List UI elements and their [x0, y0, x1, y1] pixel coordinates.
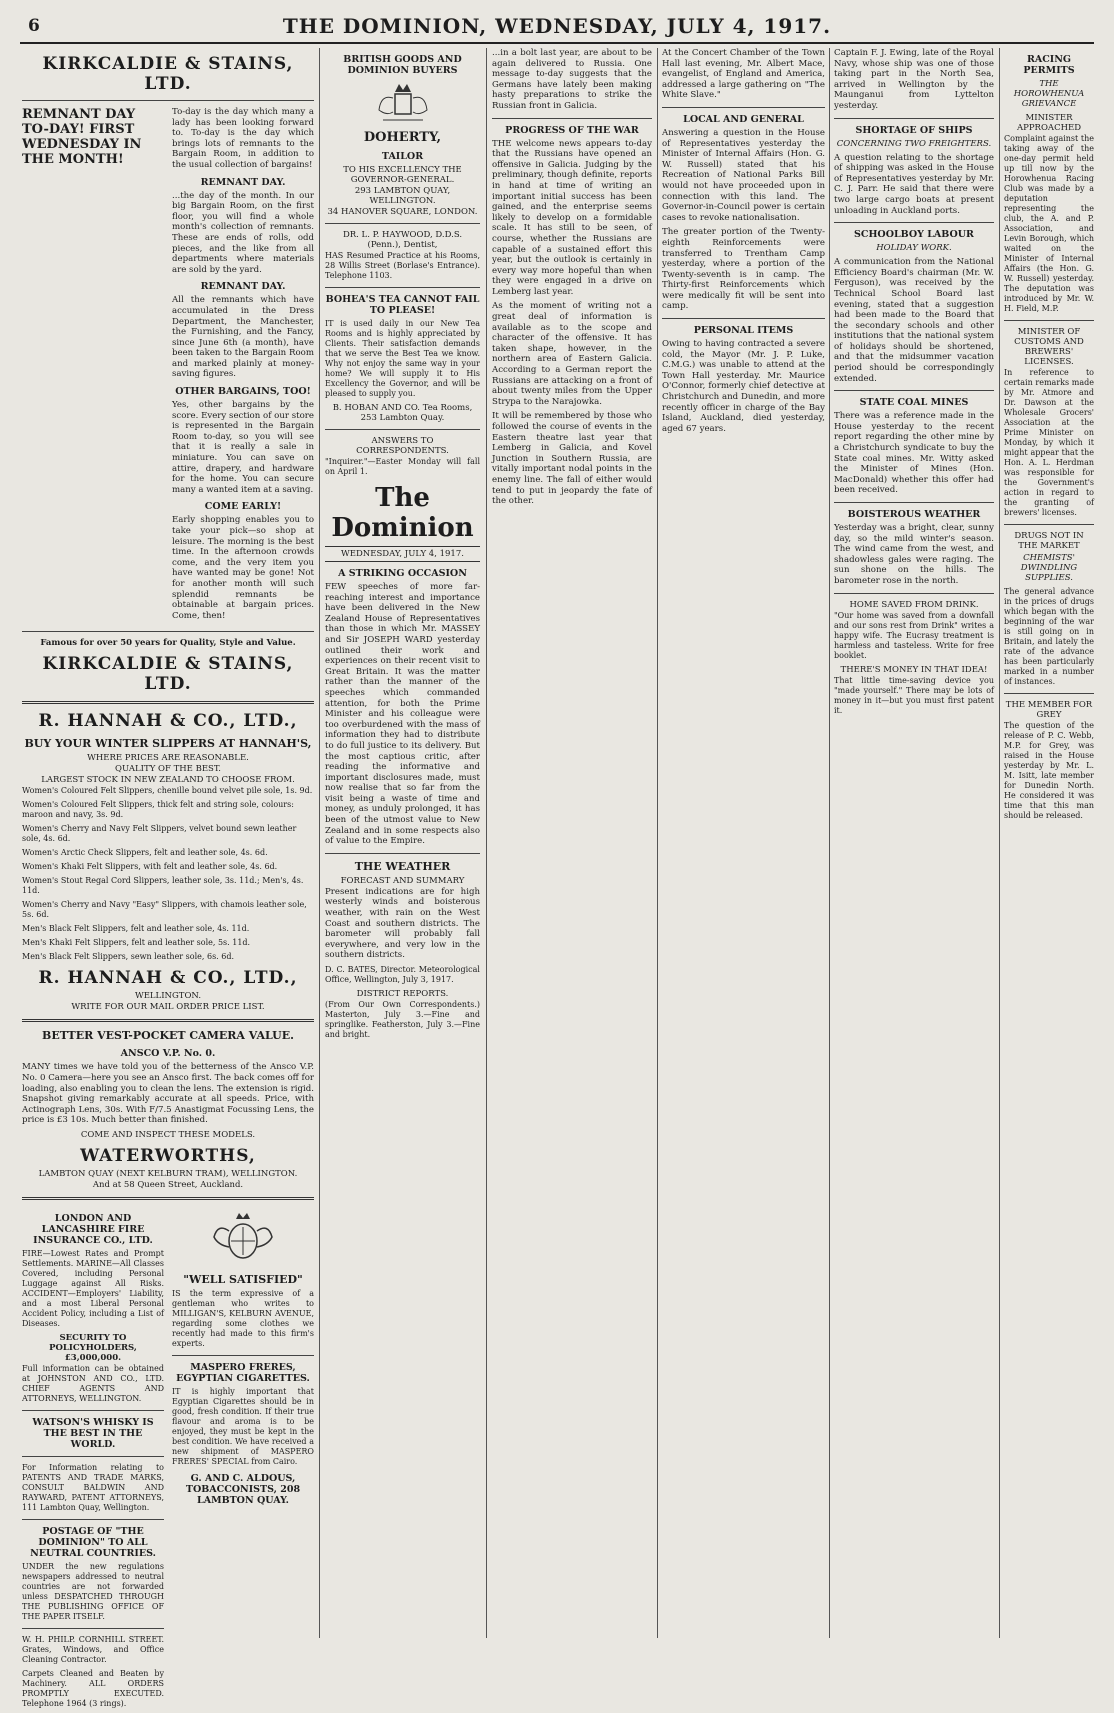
slippers-price-list	[22, 786, 314, 962]
doherty-address-2: 34 HANOVER SQUARE, LONDON.	[327, 207, 478, 217]
local-general-head: LOCAL AND GENERAL	[683, 113, 804, 125]
forecast-body: Present indications are for high westerly winds and boisterous weather, with rain on the West Coast and southern districts. The barometer will probably fall everywhere, and very low in the southern districts.	[325, 886, 480, 961]
minister-approached-head: MINISTER APPROACHED	[1016, 113, 1082, 133]
camera-sub: ANSCO V.P. No. 0.	[120, 1048, 216, 1060]
doherty-appointment: TO HIS EXCELLENCY THE GOVERNOR-GENERAL.	[343, 165, 462, 185]
state-coal-body: There was a reference made in the House yesterday to the recent report regarding the other mine by a Christchurch syndicate to buy the State coal mines. Mr. Witty asked the Minister of Mines (Hon. MacDonald) whether this offer had been received.	[834, 411, 994, 496]
hannah-title: R. HANNAH & CO., LTD.,	[38, 711, 298, 732]
customs-body: In reference to certain remarks made by Mr. Atmore and Dr. Dawson at the Wholesale Grocers' Association at the Prime Minister on Monday, by which it might appear that the Hon. A. L. Herdman was responsible for the Government's action in regard to the granting of brewers' licenses.	[1004, 368, 1094, 517]
waterworths-address-2: And at 58 Queen Street, Auckland.	[92, 1179, 244, 1190]
postage-head: POSTAGE OF "THE DOMINION" TO ALL NEUTRAL COUNTRIES.	[30, 1525, 156, 1559]
postage-body: UNDER the new regulations newspapers addressed to neutral countries are not forwarded unless DESPATCHED THROUGH THE PUBLISHING OFFICE OF THE PAPER ITSELF.	[22, 1561, 164, 1621]
striking-occasion-head: A STRIKING OCCASION	[338, 568, 467, 579]
camera-inspect: COME AND INSPECT THESE MODELS.	[80, 1129, 256, 1140]
local-general-body: Answering a question in the House of Representatives yesterday the Minister of Internal Affairs (Hon. G. W. Russell) stated that his Recreation of National Parks Bill would not have proceeded upon in connection with this land. The Governor-in-Council power is certain cases to revoke nationalisation.	[662, 127, 825, 223]
slipper-list-item: Men's Khaki Felt Slippers, felt and leather sole, 5s. 11d.	[22, 938, 251, 948]
drugs-body: The general advance in the prices of drugs which began with the beginning of the war is still going on in Britain, and lately the rate of the advance has been particularly marked in a number of instances.	[1004, 587, 1094, 686]
come-early-body: Early shopping enables you to take your pick—so shop at leisure. The morning is the best time. In the afternoon crowds come, and the very item you have wanted may be gone! Not for another month will such splendid remnants be obtainable at bargain prices. Come, then!	[172, 515, 314, 621]
boisterous-weather-head: BOISTEROUS WEATHER	[847, 509, 981, 520]
column-4	[662, 48, 825, 1638]
money-idea-head: THERE'S MONEY IN THAT IDEA!	[840, 664, 988, 675]
progress-of-war-body-3: It will be remembered by those who followed the course of events in the Eastern theatre last year that Lemberg in Galicia, and Kovel Junction in Southern Russia, are vitally important nodal points in the enemy line. The fall of either would tend to put in jeopardy the fate of the other.	[492, 411, 652, 507]
insurance-title: LONDON AND LANCASHIRE FIRE INSURANCE CO., LTD.	[33, 1212, 153, 1246]
column-rule	[999, 48, 1000, 1638]
personal-items-body: Owing to having contracted a severe cold, the Mayor (Mr. J. P. Luke, C.M.G.) was unable to attend at the Town Hall yesterday. Mr. Maurice O'Connor, formerly chief detective at Christchurch and Dunedin, and more recently officer in charge of the Bay Island, Auckland, died yesterday, aged 67 years.	[662, 339, 825, 434]
tea-signature: B. HOBAN AND CO. Tea Rooms, 253 Lambton Quay.	[332, 403, 473, 423]
money-idea-body: That little time-saving device you "made yourself." There may be lots of money in it—but you must first patent it.	[834, 675, 994, 715]
slipper-list-item: Women's Cherry and Navy Felt Slippers, velvet bound sewn leather sole, 4s. 6d.	[22, 824, 297, 844]
slipper-list-item: Women's Khaki Felt Slippers, with felt and leather sole, 4s. 6d.	[22, 862, 278, 872]
well-satisfied-body: IS the term expressive of a gentleman who writes to MILLIGAN'S, KELBURN AVENUE, regarding some clothes we recently had made to this firm's experts.	[172, 1288, 314, 1348]
maspero-body: IT is highly important that Egyptian Cigarettes should be in good, fresh condition. If their true flavour and aroma is to be enjoyed, they must be kept in the best condition. We have received a new shipment of MASPERO FRERES' SPECIAL from Cairo.	[172, 1386, 314, 1466]
remnant-intro: To-day is the day which many a lady has been looking forward to. To-day is the day which brings lots of remnants to the Bargain Room, in addition to the usual collection of bargains!	[172, 107, 314, 170]
doherty-address: 293 LAMBTON QUAY, WELLINGTON.	[354, 186, 451, 206]
slipper-list-item: Women's Stout Regal Cord Slippers, leather sole, 3s. 11d.; Men's, 4s. 11d.	[22, 876, 304, 896]
remnant-body-2: All the remnants which have accumulated in the Dress Department, the Manchester, the Furnishing, and the Fancy, since June 6th (a month), have been taken to the Bargain Room and marked plainly at money-saving figures.	[172, 295, 314, 380]
dentist-body: HAS Resumed Practice at his Rooms, 28 Willis Street (Borlase's Entrance). Telephone 1103.	[325, 251, 480, 280]
home-saved-head: HOME SAVED FROM DRINK.	[849, 599, 979, 610]
personal-items-head: PERSONAL ITEMS	[693, 325, 794, 337]
camera-body: MANY times we have told you of the betterness of the Ansco V.P. No. 0 Camera—here you see an Ansco first. The back comes off for loading, also enabling you to clean the lens. The extension is rigid. Snapshot giving remarkably accurate at all speeds. Price, with Actinograph Lens, 30s. With F/7.5 Anastigmat Focussing Lens, the price is £3 10s. Much better than finished.	[22, 1062, 314, 1126]
racing-permits-body: Complaint against the taking away of the one-day permit held up till now by the Horowhenua Racing Club was made by a deputation representing the club, the A. and P. Association, and Levin Borough, which waited on the Minister of Internal Affairs (the Hon. G. W. Russell) yesterday. The deputation was introduced by Mr. W. H. Field, M.P.	[1004, 134, 1094, 313]
famous-line: Famous for over 50 years for Quality, Style and Value.	[40, 638, 296, 649]
kirkcaldie-title: KIRKCALDIE & STAINS, LTD.	[42, 54, 294, 94]
other-bargains-head: OTHER BARGAINS, TOO!	[175, 386, 311, 398]
other-bargains-body: Yes, other bargains by the score. Every section of our store is represented in the Bargain Room to-day, so you will see that it is really a sale in miniature. You can save on attire, drapery, and hardware for the home. You can secure many a wanted item at a saving.	[172, 400, 314, 495]
state-coal-head: STATE COAL MINES	[859, 397, 969, 409]
column-rule	[486, 48, 487, 1638]
slippers-sub: WHERE PRICES ARE REASONABLE.	[87, 753, 249, 764]
slipper-list-item: Women's Cherry and Navy "Easy" Slippers, with chamois leather sole, 5s. 6d.	[22, 900, 307, 920]
waterworths-title: WATERWORTHS,	[80, 1145, 256, 1166]
maspero-title: MASPERO FRERES, EGYPTIAN CIGARETTES.	[176, 1361, 310, 1384]
shortage-ships-sub: CONCERNING TWO FREIGHTERS.	[836, 138, 992, 149]
correspondents-head: ANSWERS TO CORRESPONDENTS.	[356, 436, 449, 456]
masthead	[20, 8, 1094, 44]
member-grey-head: THE MEMBER FOR GREY	[1005, 700, 1093, 720]
customs-head: MINISTER OF CUSTOMS AND BREWERS' LICENSES.	[1014, 327, 1084, 367]
drugs-sub: CHEMISTS' DWINDLING SUPPLIES.	[1020, 553, 1078, 583]
tea-head: BOHEA'S TEA CANNOT FAIL TO PLEASE!	[325, 294, 480, 316]
column-5	[834, 48, 994, 1638]
shortage-ships-body: A question relating to the shortage of shipping was asked in the House of Representatives yesterday by Mr. C. J. Parr. He said that there were two large cargo boats at present unloading in Auckland ports.	[834, 152, 994, 216]
district-reports-body: (From Our Own Correspondents.) Masterton, July 3.—Fine and springlike. Featherston, July 3.—Fine and bright.	[325, 1000, 480, 1039]
slipper-list-item: Women's Arctic Check Slippers, felt and leather sole, 4s. 6d.	[22, 848, 268, 858]
slipper-list-item: Women's Coloured Felt Slippers, chenille bound velvet pile sole, 1s. 9d.	[22, 786, 313, 796]
shortage-ships-head: SHORTAGE OF SHIPS	[855, 124, 973, 136]
member-grey-body: The question of the release of P. C. Webb, M.P. for Grey, was raised in the House yesterday by Mr. L. M. Isitt, late member for Dunedin North. He considered it was time that this man should be released.	[1004, 721, 1094, 820]
schoolboy-labour-sub: HOLIDAY WORK.	[876, 243, 952, 254]
column-rule	[657, 48, 658, 1638]
striking-occasion-body: FEW speeches of more far-reaching interest and importance have been delivered in the New Zealand House of Representatives than those in which Mr. MASSEY and Sir JOSEPH WARD yesterday outlined their work and experiences on their recent visit to Great Britain. It was the matter rather than the manner of the speeches which commanded attention, for both the Prime Minister and his colleague were too overburdened with the mass of information they had to distribute to do full justice to its delivery. But the most captious critic, after reading the informative and important disclosures made, must now realise that so far from the visit being a waste of time and money, as unduly prolonged, it has been of the utmost value to New Zealand and in some respects also of value to the Empire.	[325, 582, 480, 847]
home-saved-body: "Our home was saved from a downfall and our sons rest from Drink" writes a happy wife. The Eucrasy treatment is harmless and tasteless. Write for free booklet.	[834, 610, 994, 660]
correspondents-body: "Inquirer."—Easter Monday will fall on April 1.	[325, 457, 480, 476]
page-number: 6	[28, 16, 40, 36]
hannah-title-2: R. HANNAH & CO., LTD.,	[38, 968, 298, 989]
dominion-nameplate: The Dominion	[331, 483, 474, 543]
captain-ewing-text: Captain F. J. Ewing, late of the Royal Navy, whose ship was one of those taking part in the North Sea, arrived in Wellington by the Maunganui from Lyttelton yesterday.	[834, 48, 994, 111]
slippers-quality: QUALITY OF THE BEST.	[115, 764, 221, 775]
philp-ad: W. H. PHILP. CORNHILL STREET. Grates, Windows, and Office Cleaning Contractor.	[22, 1634, 164, 1664]
column-6	[1004, 48, 1094, 1638]
dentist-name: DR. L. P. HAYWOOD, D.D.S. (Penn.), Dentist,	[342, 230, 463, 250]
slipper-list-item: Women's Coloured Felt Slippers, thick felt and string sole, colours: maroon and navy, 3s. 9d.	[22, 800, 294, 820]
whisky-ad: WATSON'S WHISKY IS THE BEST IN THE WORLD.	[32, 1416, 154, 1450]
royal-crest-icon	[172, 1211, 314, 1267]
running-head: THE DOMINION, WEDNESDAY, JULY 4, 1917.	[282, 14, 832, 38]
insurance-body: FIRE—Lowest Rates and Prompt Settlements. MARINE—All Classes Covered, including Personal Luggage against All Risks. ACCIDENT—Employers' Liability, and a most Liberal Personal Accident Policy, including a List of Diseases.	[22, 1248, 164, 1328]
well-satisfied-head: "WELL SATISFIED"	[183, 1272, 303, 1286]
progress-of-war-head: PROGRESS OF THE WAR	[505, 124, 639, 136]
hannah-mail-order: WRITE FOR OUR MAIL ORDER PRICE LIST.	[71, 1002, 265, 1013]
column-rule	[319, 48, 320, 1638]
progress-of-war-body-2: As the moment of writing not a great deal of information is available as to the scope and character of the offensive. It has taken shape, however, in the northern area of Eastern Galicia. According to a German report the Russians are attacking on a front of about twenty miles from the Upper Strypa to the Narajowka.	[492, 301, 652, 407]
remnant-day-head: REMNANT DAY.	[200, 176, 286, 188]
schoolboy-labour-body: A communication from the National Efficiency Board's chairman (Mr. W. Ferguson), was received by the Technical School Board last evening, stated that a suggestion had been made to the Board that the secondary schools and other institutions that the national system of holidays should be shortened, and that the midsummer vacation period should be correspondingly extended.	[834, 257, 994, 384]
war-continued-text: ...in a bolt last year, are about to be again delivered to Russia. One message to-day suggests that the Germans have lately been making hasty preparations to strike the Russian front in Galicia.	[492, 48, 652, 111]
slipper-list-item: Men's Black Felt Slippers, sewn leather sole, 6s. 6d.	[22, 952, 235, 962]
slippers-headline: BUY YOUR WINTER SLIPPERS AT HANNAH'S,	[24, 737, 312, 751]
hannah-town: WELLINGTON.	[134, 991, 202, 1002]
schoolboy-labour-head: SCHOOLBOY LABOUR	[854, 229, 974, 241]
district-reports-head: DISTRICT REPORTS.	[356, 989, 449, 999]
racing-permits-sub: THE HOROWHENUA GRIEVANCE	[1013, 79, 1085, 109]
boisterous-weather-body: Yesterday was a bright, clear, sunny day, so the mild winter's season. The wind came from the west, and shadowless gales were raging. The sun shone on the hills. The barometer rose in the north.	[834, 523, 994, 586]
local-general-body-2: The greater portion of the Twenty-eighth Reinforcements were transferred to Trentham Camp yesterday, where a portion of the Twenty-seventh is in camp. The Thirty-first Reinforcements which were medically fit will be sent into camp.	[662, 227, 825, 312]
come-early-head: COME EARLY!	[204, 501, 282, 513]
royal-arms-icon	[325, 80, 480, 124]
column-2	[325, 48, 480, 1638]
column-3	[492, 48, 652, 1638]
philp-ad-2: Carpets Cleaned and Beaten by Machinery. ALL ORDERS PROMPTLY EXECUTED. Telephone 1964 (3 rings).	[22, 1668, 164, 1708]
doherty-role: TAILOR	[381, 151, 424, 162]
drugs-head: DRUGS NOT IN THE MARKET	[1014, 531, 1084, 551]
column-rule	[829, 48, 830, 1638]
slipper-list-item: Men's Black Felt Slippers, felt and leather sole, 4s. 11d.	[22, 924, 250, 934]
slippers-stock: LARGEST STOCK IN NEW ZEALAND TO CHOOSE FROM.	[41, 775, 295, 786]
waterworths-address: LAMBTON QUAY (NEXT KELBURN TRAM), WELLINGTON.	[38, 1168, 298, 1179]
aldous-ad: G. AND C. ALDOUS, TOBACCONISTS, 208 LAMBTON QUAY.	[185, 1472, 301, 1506]
racing-permits-head: RACING PERMITS	[1023, 54, 1075, 76]
progress-of-war-body: THE welcome news appears to-day that the Russians have opened an offensive in Galicia. Judging by the preliminary, though definite, reports in hand at time of writing an important initial success has been gained, and the enterprise seems likely to develop on a formidable scale. It has still to be seen, of course, whether the Russians are capable of a sustained effort this year, but the outlook is certainly in every way more hopeful than when they were engaged in a drive on Lemberg last year.	[492, 138, 652, 297]
camera-headline: BETTER VEST-POCKET CAMERA VALUE.	[42, 1029, 294, 1043]
british-goods-head: BRITISH GOODS AND DOMINION BUYERS	[343, 54, 462, 76]
doherty-title: DOHERTY,	[363, 130, 442, 145]
advertisement-column	[22, 48, 314, 1708]
patents-ad: For Information relating to PATENTS AND TRADE MARKS, CONSULT BALDWIN AND RAYWARD, PATENT ATTORNEYS, 111 Lambton Quay, Wellington.	[22, 1462, 164, 1512]
concert-chamber-text: At the Concert Chamber of the Town Hall last evening, Mr. Albert Mace, evangelist, of England and America, addressed a large gathering on "The White Slave."	[662, 48, 825, 101]
dominion-dateline: WEDNESDAY, JULY 4, 1917.	[325, 546, 480, 562]
insurance-info: Full information can be obtained at JOHNSTON AND CO., LTD. CHIEF AGENTS AND ATTORNEYS, WELLINGTON.	[22, 1363, 164, 1403]
weather-head: THE WEATHER	[354, 859, 451, 873]
remnant-day-head: REMNANT DAY.	[200, 281, 286, 293]
remnant-headline: REMNANT DAY TO-DAY! FIRST WEDNESDAY IN THE MONTH!	[22, 107, 142, 167]
tea-body: IT is used daily in our New Tea Rooms and is highly appreciated by Clients. Their satisfaction demands that we serve the Best Tea we know. Why not enjoy the same way in your home? We will supply it to His Excellency the Governor, and will be pleased to supply you.	[325, 319, 480, 398]
remnant-body: ...the day of the month. In our big Bargain Room, on the first floor, you will find a whole month's collection of remnants. These are ends of rolls, odd pieces, and the like from all departments where materials are sold by the yard.	[172, 190, 314, 275]
insurance-security: SECURITY TO POLICYHOLDERS, £3,000,000.	[49, 1332, 137, 1363]
forecast-head: FORECAST AND SUMMARY	[340, 875, 465, 886]
kirkcaldie-title-2: KIRKCALDIE & STAINS, LTD.	[42, 654, 294, 695]
forecast-signature: D. C. BATES, Director. Meteorological Office, Wellington, July 3, 1917.	[325, 965, 480, 984]
